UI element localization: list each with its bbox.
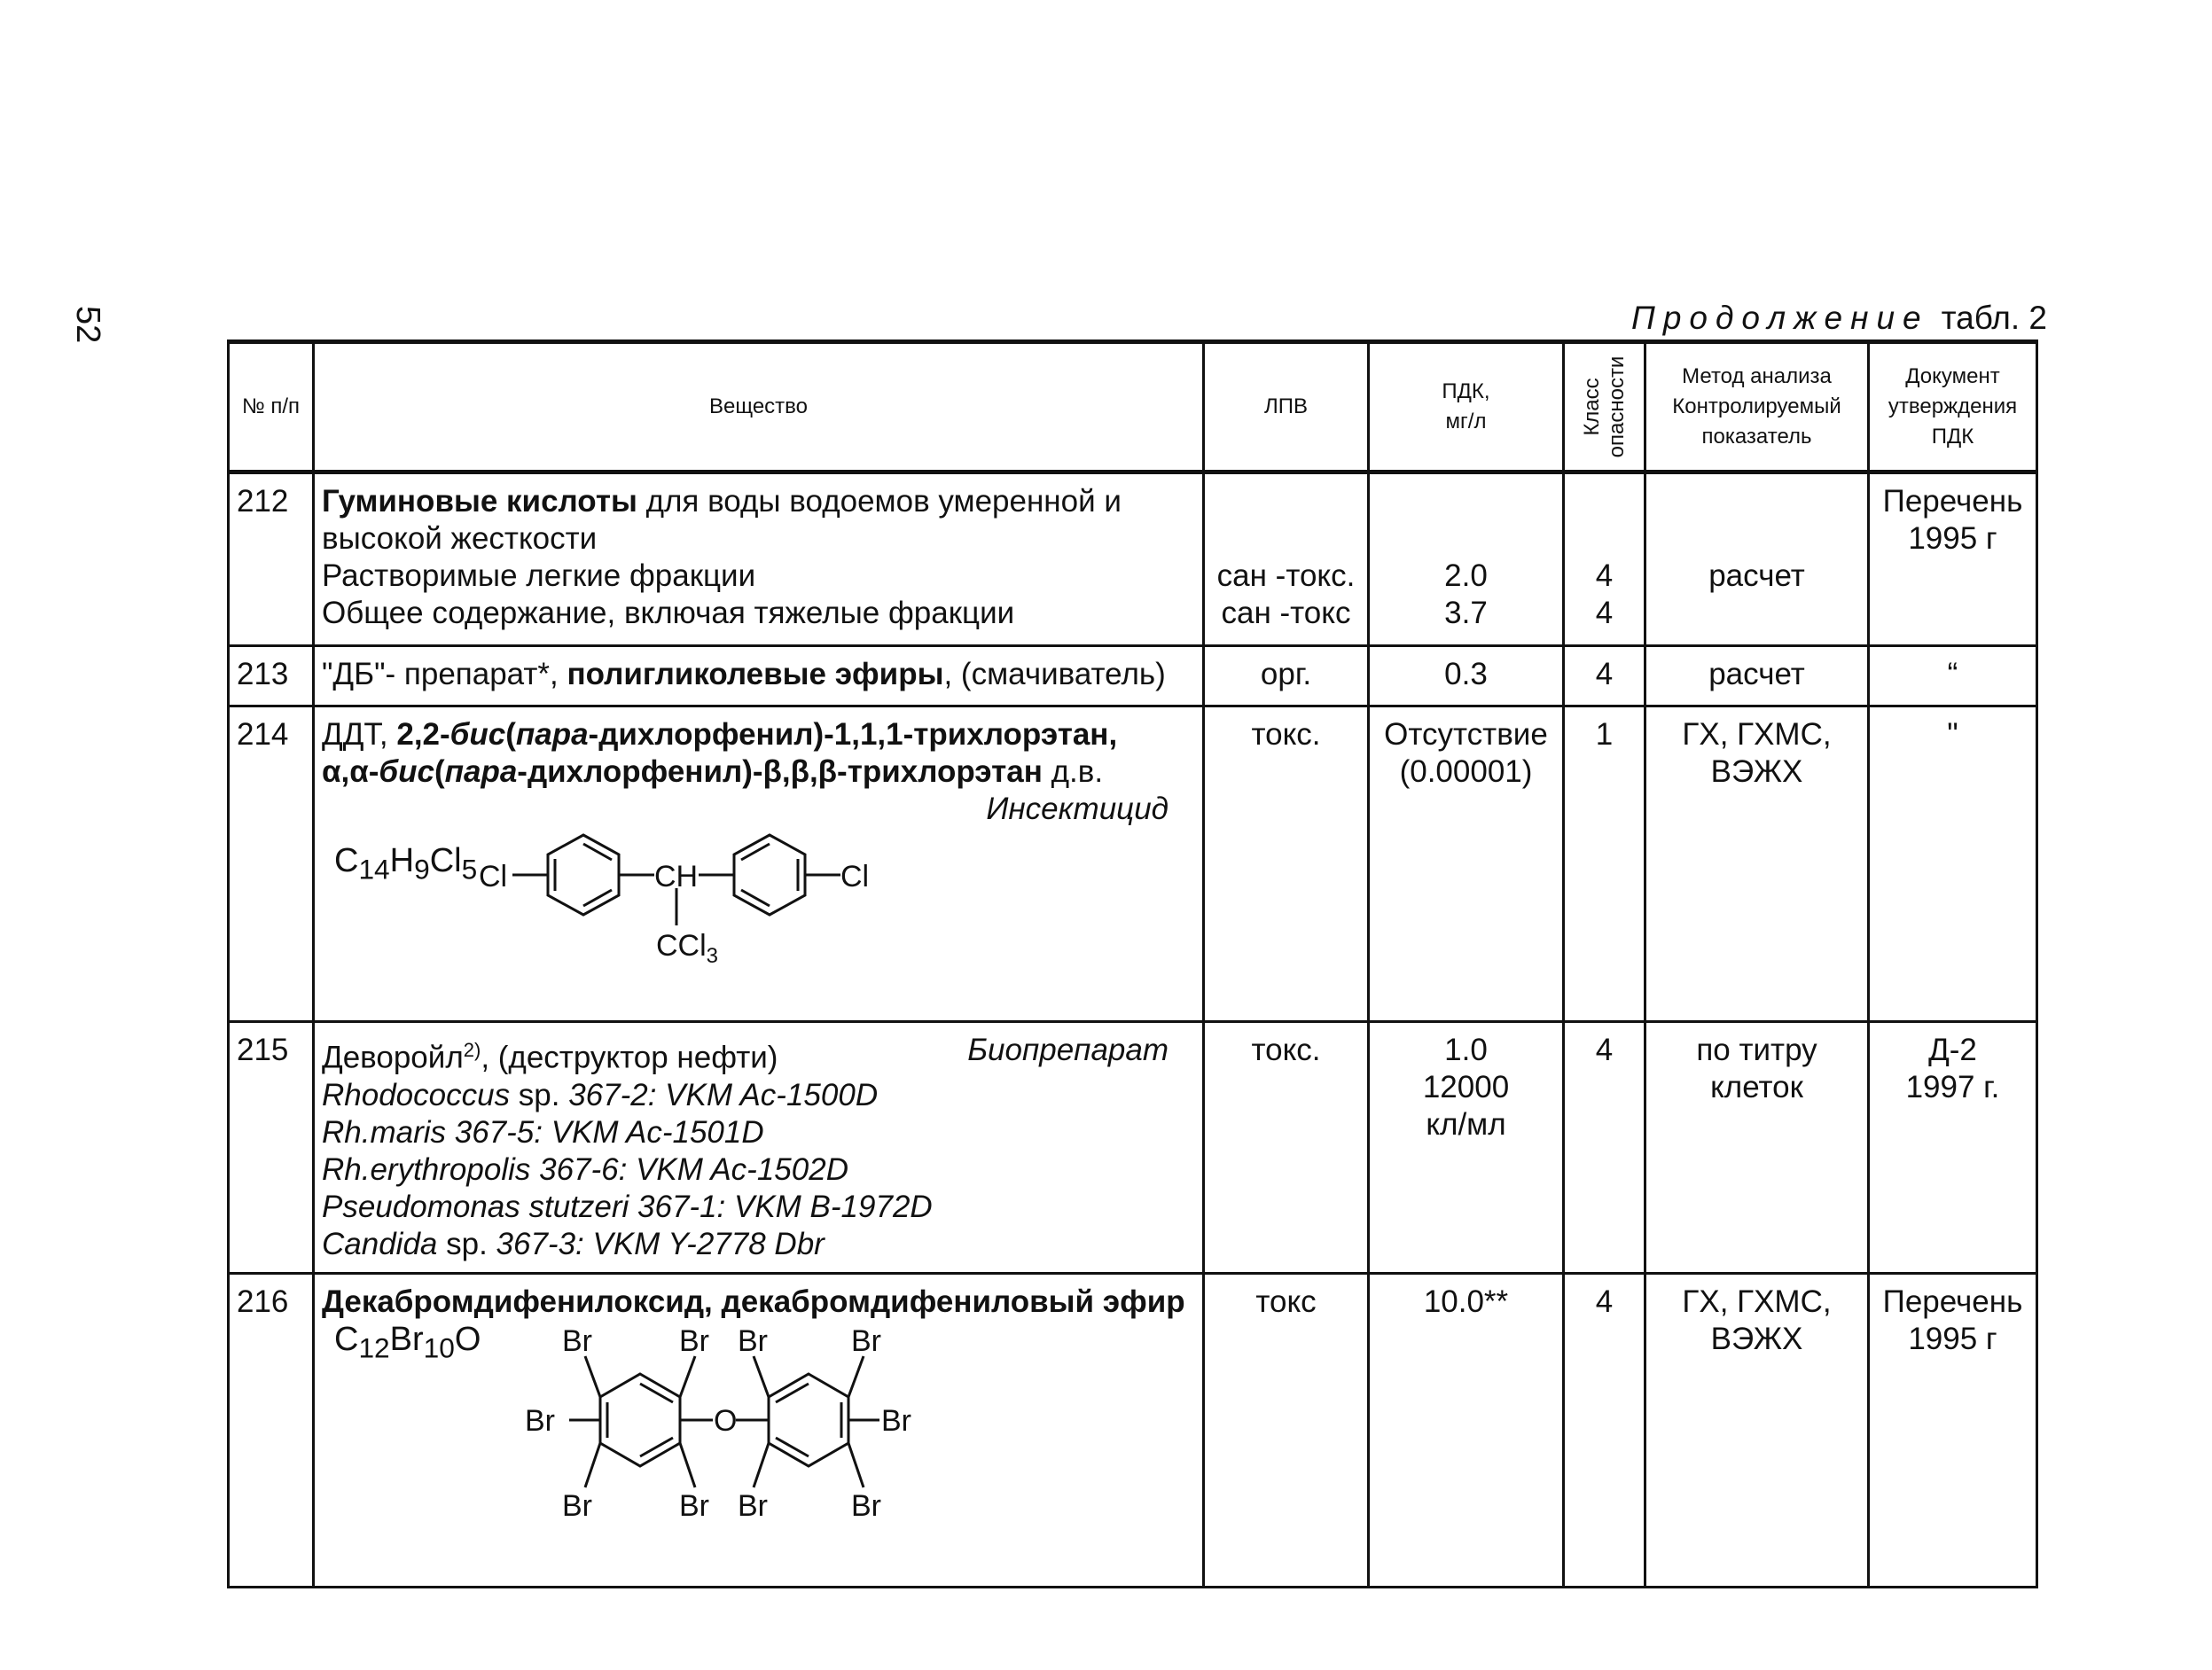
header-method: Метод анализа Контролируемый показатель	[1645, 342, 1869, 472]
document-cell: Перечень 1995 г	[1869, 1273, 2037, 1587]
header-pdk: ПДК, мг/л	[1369, 342, 1564, 472]
header-num: № п/п	[229, 342, 314, 472]
substances-table	[227, 339, 2038, 1588]
method-cell: расчет	[1645, 472, 1869, 646]
header-document: Документ утверждения ПДК	[1869, 342, 2037, 472]
decabromo-formula: $C_{12}Br_{10}O$	[334, 1320, 481, 1364]
lpv-cell: токс.	[1204, 1022, 1369, 1274]
method-cell: ГХ, ГХМС, ВЭЖХ	[1645, 706, 1869, 1022]
class-cell: 1	[1564, 706, 1645, 1022]
mol-br-8: Br	[679, 1488, 710, 1523]
substance-cell: Гуминовые кислоты для воды водоемов умеренной и высокой жесткости Растворимые легкие фракции Общее содержание, включая тяжелые фракции	[314, 472, 1204, 646]
mol-br-9: Br	[738, 1488, 769, 1523]
pdk-cell: 10.0**	[1369, 1273, 1564, 1587]
document-cell: Д-2 1997 г.	[1869, 1022, 2037, 1274]
mol-ch-label: CH	[654, 860, 699, 894]
substance-cell: Деворойл$^{2)}$, (деструктор нефти) Биопрепарат Rhodococcus sp. 367-2: VKM Ac-1500D Rh.maris 367-5: VKM Ac-1501D Rh.erythropolis 367-6: VKM Ac-1502D Pseudomonas stutzeri 367-1: VKM B-1972D Candida sp. 367-3: VKM Y-2778 Dbr	[314, 1022, 1204, 1274]
lpv-cell: токс.	[1204, 706, 1369, 1022]
table-row-212	[229, 472, 2037, 646]
substance-role: Биопрепарат	[967, 1033, 1169, 1067]
pdk-cell: 1.0 12000 кл/мл	[1369, 1022, 1564, 1274]
lpv-cell: орг.	[1204, 646, 1369, 706]
document-cell: “	[1869, 646, 2037, 706]
mol-br-4: Br	[851, 1323, 882, 1358]
document-cell: Перечень 1995 г	[1869, 472, 2037, 646]
class-cell: 4	[1564, 1022, 1645, 1274]
lpv-cell: сан -токс. сан -токс	[1204, 472, 1369, 646]
substance-role: Инсектицид	[986, 792, 1169, 826]
mol-br-2: Br	[679, 1323, 710, 1358]
page-number: 52	[69, 306, 106, 344]
caption-continuation: Продолжение	[1631, 300, 1929, 336]
row-number: 212	[229, 472, 314, 646]
mol-o-label: O	[714, 1403, 738, 1438]
mol-br-5: Br	[525, 1403, 556, 1438]
decabromo-structure	[516, 1321, 977, 1553]
substance-cell: ДДТ, 2,2-бис(пара-дихлорфенил)-1,1,1-трихлорэтан, α,α-бис(пара-дихлорфенил)-β,β,β-трихлорэтан д.в. Инсектицид $C_{14}H_9Cl_5$ Cl CH Cl CCl$_3$	[314, 706, 1204, 1022]
method-cell: по титру клеток	[1645, 1022, 1869, 1274]
method-cell: расчет	[1645, 646, 1869, 706]
ddt-structure	[477, 828, 938, 987]
row-number: 214	[229, 706, 314, 1022]
mol-cl-right-label: Cl	[840, 860, 870, 894]
table-row-213	[229, 646, 2037, 706]
table-header-row	[229, 342, 2037, 472]
mol-br-1: Br	[562, 1323, 593, 1358]
header-class: Класс опасности	[1564, 342, 1645, 472]
substance-cell: Декабромдифенилоксид, декабромдифениловый эфир $C_{12}Br_{10}O$ Br Br Br Br Br O Br Br Br Br Br	[314, 1273, 1204, 1587]
row-number: 215	[229, 1022, 314, 1274]
header-substance: Вещество	[314, 342, 1204, 472]
row-number: 213	[229, 646, 314, 706]
pdk-cell: 2.0 3.7	[1369, 472, 1564, 646]
table-caption	[1631, 300, 2047, 337]
mol-cl-left-label: Cl	[479, 860, 508, 894]
class-cell: 4	[1564, 646, 1645, 706]
lpv-cell: токс	[1204, 1273, 1369, 1587]
class-cell: 4 4	[1564, 472, 1645, 646]
pdk-cell: Отсутствие (0.00001)	[1369, 706, 1564, 1022]
ddt-formula: $C_{14}H_9Cl_5$	[334, 842, 478, 886]
row-number: 216	[229, 1273, 314, 1587]
method-cell: ГХ, ГХМС, ВЭЖХ	[1645, 1273, 1869, 1587]
substance-cell: "ДБ"- препарат*, полигликолевые эфиры, (смачиватель)	[314, 646, 1204, 706]
caption-table-ref: табл. 2	[1941, 300, 2047, 336]
mol-br-3: Br	[738, 1323, 769, 1358]
mol-ccl-label: CCl$_3$	[656, 929, 719, 968]
header-lpv: ЛПВ	[1204, 342, 1369, 472]
table-row-216	[229, 1273, 2037, 1587]
mol-br-7: Br	[562, 1488, 593, 1523]
mol-br-10: Br	[851, 1488, 882, 1523]
class-cell: 4	[1564, 1273, 1645, 1587]
pdk-cell: 0.3	[1369, 646, 1564, 706]
document-cell: "	[1869, 706, 2037, 1022]
table-row-215	[229, 1022, 2037, 1274]
table-row-214	[229, 706, 2037, 1022]
mol-br-6: Br	[881, 1403, 912, 1438]
